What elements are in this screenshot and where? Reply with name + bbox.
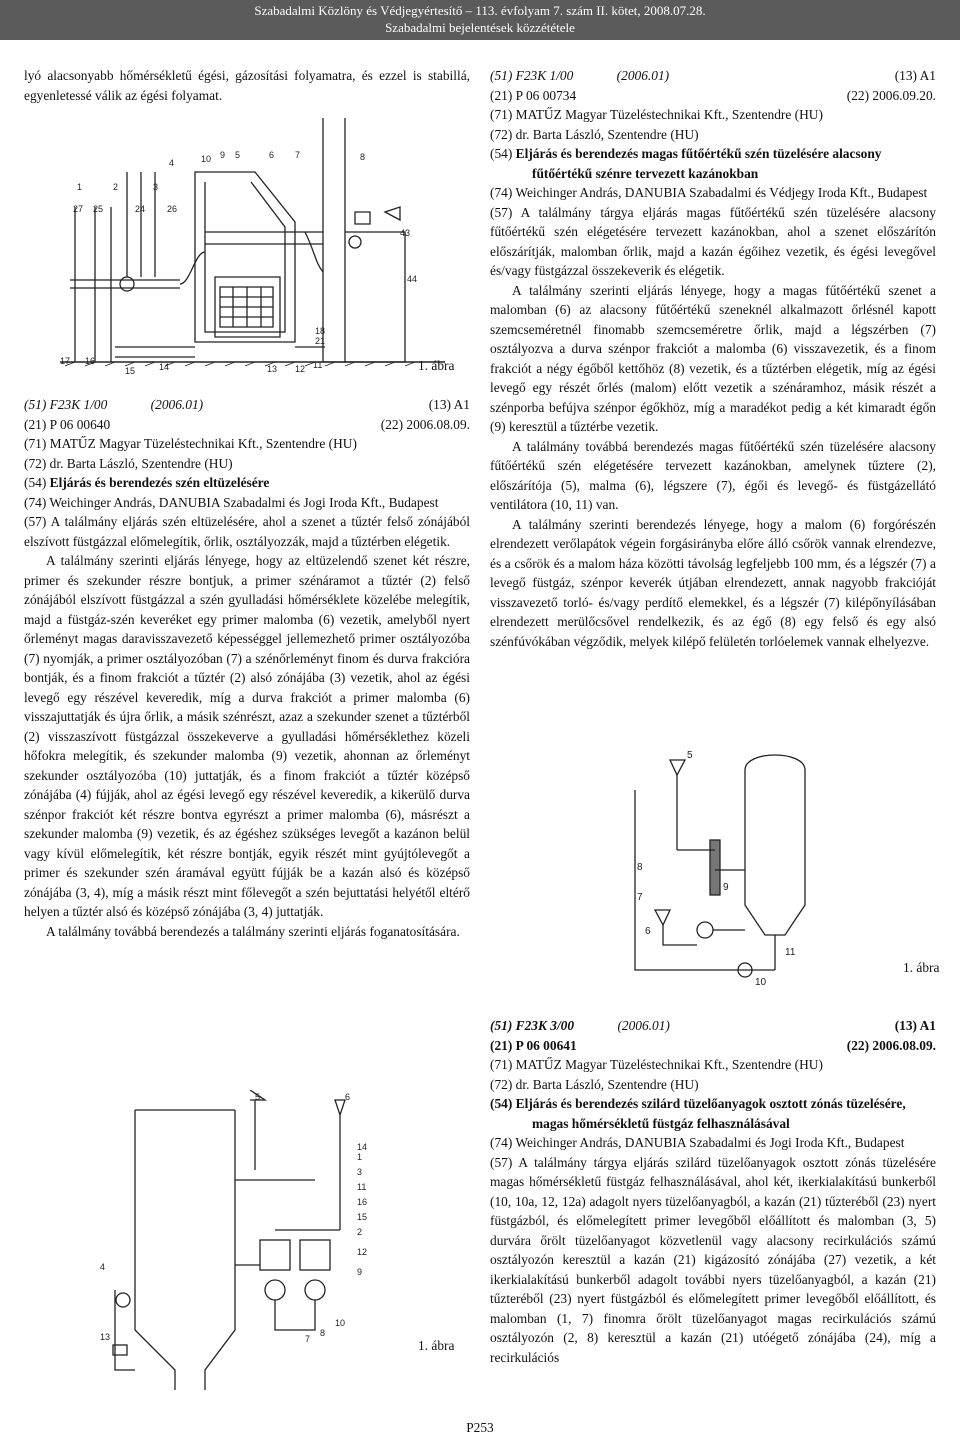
section-title: Szabadalmi bejelentések közzététele bbox=[385, 20, 575, 35]
svg-text:13: 13 bbox=[100, 1332, 111, 1342]
fig1-number: 6 bbox=[269, 150, 275, 160]
fig1-number: 12 bbox=[295, 364, 306, 374]
continuation-text: lyó alacsonyabb hőmérsékletű égési, gázosítási folyamatra, és ezzel is stabillá, egyenletessé válik az égési folyamat. bbox=[24, 68, 470, 103]
svg-text:3: 3 bbox=[357, 1167, 363, 1177]
svg-text:8: 8 bbox=[320, 1328, 326, 1338]
fig1-number: 16 bbox=[85, 356, 96, 366]
fig1-number: 5 bbox=[235, 150, 241, 160]
fig1-number: 27 bbox=[73, 204, 84, 214]
fig1-number: 43 bbox=[400, 228, 411, 238]
svg-text:5: 5 bbox=[687, 750, 693, 761]
figure-3-drawing bbox=[615, 740, 915, 990]
fig1-number: 10 bbox=[201, 154, 212, 164]
fig1-number: 26 bbox=[167, 204, 178, 214]
patent-record-p0600640: (51) F23K 1/00 (2006.01) (13) A1 (21) P 06 00640 (22) 2006.08.09. (71) MATŰZ Magyar Tüzeléstechnikai Kft., Szentendre (HU) (72) dr. Barta László, Szentendre (HU) (54) Eljárás és berendezés szén eltüzelésére (74) Weichinger András, DANUBIA Szabadalmi és Jogi Iroda Kft., Budapest (57) A találmány eljárás szén eltüzelésére, ahol a szenet a tűztér felső zónájából elszívott füstgázzal előmelegítik, őrlik, osztályozzák, majd a tűztérben elégetik. A találmány szerinti eljárás lényege, hogy az eltüzelendő szenet két részre, primer és szekunder részre bontjuk, a primer szénáramot a tűztér (2) felső zónájából elszívott füstgázzal a szén gyulladási hőmérséklete közelébe melegítik, majd a füstgáz-szén keveréket egy primer malomba (6) vezetik, amelyből nyert őrleményt magas daravisszavezető képességgel jellemezhető primer osztályozóba (7) nyomják, a primer osztályozóban (7) a szénőrleményt finom és durva frakcióra bontják, és a finom frakciót a tűztér (2) alsó zónájába (3) vezetik, ahol az égési levegő egy részével keveredik, míg a durva frakciót a primer malomba (6) visszajuttatják és újra őrlik, a másik szénrészt, azaz a szekunder szenet a tűztérből (2) visszaszívott füstgázzal összekeverve a gyulladási hőmérséklethez közeli hőfokra melegítik, és szekunder malomba (9) vezetik, ahonnan az őrleményt szekunder osztályozóba (10) juttatják, és a finom frakciót a tűztér középső zónájába (4) fújják, ahol az égési levegő egy részével keveredik, a kikerülő durva szénpor frakciót két részre bontva egyrészt a primer malomba (6), másrészt a szekunder malomba (9) vezetik, és az égéshez szükséges levegőt a kazánon belül vagy kívül előmelegítik, két részre bontják, egyik részét mint gyújtólevegőt a primer és szekunder szén áramával együtt fújják be a kazán alsó és középső zónájába (3, 4), míg a másik részt mint főlevegőt a szén bejuttatási helyétől eltérő helyen a tűztér alsó és középső zónájába (3, 4) juttatják. A találmány továbbá berendezés a találmány szerinti eljárás foganatosítására. bbox=[24, 397, 470, 939]
patent-record-p0600641: (51) F23K 3/00 (2006.01) (13) A1 (21) P 06 00641 (22) 2006.08.09. (71) MATŰZ Magyar Tüzeléstechnikai Kft., Szentendre (HU) (72) dr. Barta László, Szentendre (HU) (54) Eljárás és berendezés szilárd tüzelőanyagok osztott zónás tüzelésére, magas hőmérsékletű füstgáz felhasználásával (74) Weichinger András, DANUBIA Szabadalmi és Jogi Iroda Kft., Budapest (57) A találmány tárgya eljárás szilárd tüzelőanyagok osztott zónás tüzelésére magas hőmérsékletű füstgáz felhasználásával, ahol két, ikerkialakítású bunkerből (10, 10a, 12, 12a) adagolt nyers tüzelőanyagból, a kazán (21) tűzteréből (23) nyert füstgázból, és előmelegített primer levegőből előállított és malomban (3, 5) durvára őrölt tüzelőanyagot közvetlenül vagy alacsony recirkulációs számú osztályozón keresztül a kazán (21) kigázosító zónájába (27) vezetik, a két ikerkialakítású bunkerből adagolt további nyers tüzelőanyagból, a kazán (21) tűzteréből (23) nyert füstgázból és előmelegített primer levegőből előállított, és malomban (1, 7) finomra őrölt tüzelőanyagot magas recirkulációs számú osztályozón (2, 8) keresztül a kazán (21) utóégető zónájába (24), míg a recirkulációs bbox=[490, 1018, 936, 1365]
svg-text:2: 2 bbox=[357, 1227, 363, 1237]
fig1-number: 7 bbox=[295, 150, 301, 160]
fig1-number: 14 bbox=[159, 362, 170, 372]
svg-text:14: 14 bbox=[357, 1142, 368, 1152]
fig1-number: 13 bbox=[267, 364, 278, 374]
patent-record-p0600734: (51) F23K 1/00 (2006.01) (13) A1 (21) P 06 00734 (22) 2006.09.20. (71) MATŰZ Magyar Tüzeléstechnikai Kft., Szentendre (HU) (72) dr. Barta László, Szentendre (HU) (54) Eljárás és berendezés magas fűtőértékű szén tüzelésére alacsony fűtőértékű szénre tervezett kazánokban (74) Weichinger András, DANUBIA Szabadalmi és Védjegy Iroda Kft., Budapest (57) A találmány tárgya eljárás magas fűtőértékű szén tüzelésére alacsony fűtőértékű szén elégetésére tervezett kazánokban, ahol a szenet előszárítón előszárítják, malomban őrlik, majd a kazán égőihez vezetik, és égési levegővel és/vagy füstgázzal összekeverik és elégetik. A találmány szerinti eljárás lényege, hogy a magas fűtőértékű szenet a malomban (6) az alacsony fűtőértékű szeneknél alkalmazott őrlésnél kapott szemcseméretnél finomabb szemcseméretre őrlik, majd a légszérben (7) osztályozva a durva szénpor frakciót a malomba (6) visszavezetik, és a finom frakciót a négy égőből kettőhöz (8) vezetik, és a tűztérben elégetik, míg az égési levegő egy részét őrlés (malom) előtt vezetik a szénáramhoz, másik részét a szénporba befújva szénpor égőkhöz, míg a maradékot pedig a két kimaradt égőn (9) keresztül a tűztérbe vezetik. A találmány továbbá berendezés magas fűtőértékű szén tüzelésére alacsony fűtőértékű szén elégetésére tervezett kazánokban, amelynek tűztere (2), előszárítója (5), malma (6), légszere (7), égői és levegő- és füstgázellátó ventilátora (10, 11) van. A találmány szerinti berendezés lényege, hogy a malom (6) forgórészén elrendezett verőlapátok végein forgásirányba előre álló csőrök vannak elrendezve, és a csőrök és a malom háza közötti távolság legfeljebb 100 mm, és a légszér (7) a levegő füstgáz, szénpor keverék útjában elrendezett, annak nagyobb frakcióját visszavezető torló- és/vagy perdítő elemekkel, és a légszér (7) kilépőnyílásában elrendezett merülőcsővel rendelkezik, és az égő (8) egy felső és egy alsó szénfúvókában végződik, melyek kilépő felületén torlóelemek vannak elhelyezve. bbox=[490, 68, 936, 649]
svg-text:8: 8 bbox=[637, 862, 643, 873]
svg-text:9: 9 bbox=[357, 1267, 363, 1277]
svg-text:10: 10 bbox=[335, 1318, 346, 1328]
svg-text:12: 12 bbox=[357, 1247, 368, 1257]
svg-text:6: 6 bbox=[345, 1092, 351, 1102]
svg-text:10: 10 bbox=[755, 977, 767, 988]
svg-text:5: 5 bbox=[255, 1092, 261, 1102]
fig1-number: 1 bbox=[77, 182, 83, 192]
svg-text:15: 15 bbox=[357, 1212, 368, 1222]
svg-text:11: 11 bbox=[357, 1182, 367, 1192]
svg-text:11: 11 bbox=[785, 947, 796, 958]
svg-text:7: 7 bbox=[637, 892, 643, 903]
svg-text:16: 16 bbox=[357, 1197, 368, 1207]
fig1-number: 2 bbox=[113, 182, 119, 192]
figure-1-caption: 1. ábra bbox=[418, 358, 455, 373]
fig1-number: 17 bbox=[60, 356, 71, 366]
journal-header bbox=[0, 0, 960, 40]
svg-text:9: 9 bbox=[723, 882, 729, 893]
fig1-number: 8 bbox=[360, 152, 366, 162]
fig1-number: 3 bbox=[153, 182, 159, 192]
fig1-number: 18 bbox=[315, 326, 326, 336]
fig1-number: 21 bbox=[315, 336, 326, 346]
journal-title: Szabadalmi Közlöny és Védjegyértesítő – 113. évfolyam 7. szám II. kötet, 2008.07.28. bbox=[254, 3, 706, 18]
fig1-number: 11 bbox=[313, 360, 323, 370]
fig1-number: 15 bbox=[125, 366, 136, 376]
figure-1-drawing bbox=[55, 112, 455, 382]
figure-3-caption: 1. ábra bbox=[903, 960, 940, 975]
page-number: P253 bbox=[466, 1420, 494, 1435]
fig1-number: 4 bbox=[169, 158, 175, 168]
fig1-number: 25 bbox=[93, 204, 104, 214]
svg-text:4: 4 bbox=[100, 1262, 106, 1272]
svg-text:7: 7 bbox=[305, 1334, 311, 1344]
figure-2-caption: 1. ábra bbox=[418, 1338, 455, 1353]
svg-text:1: 1 bbox=[357, 1152, 363, 1162]
figure-2-drawing bbox=[95, 1090, 425, 1390]
fig1-number: 44 bbox=[407, 274, 418, 284]
fig1-number: 24 bbox=[135, 204, 146, 214]
fig1-number: 9 bbox=[220, 150, 226, 160]
svg-text:6: 6 bbox=[645, 926, 651, 937]
